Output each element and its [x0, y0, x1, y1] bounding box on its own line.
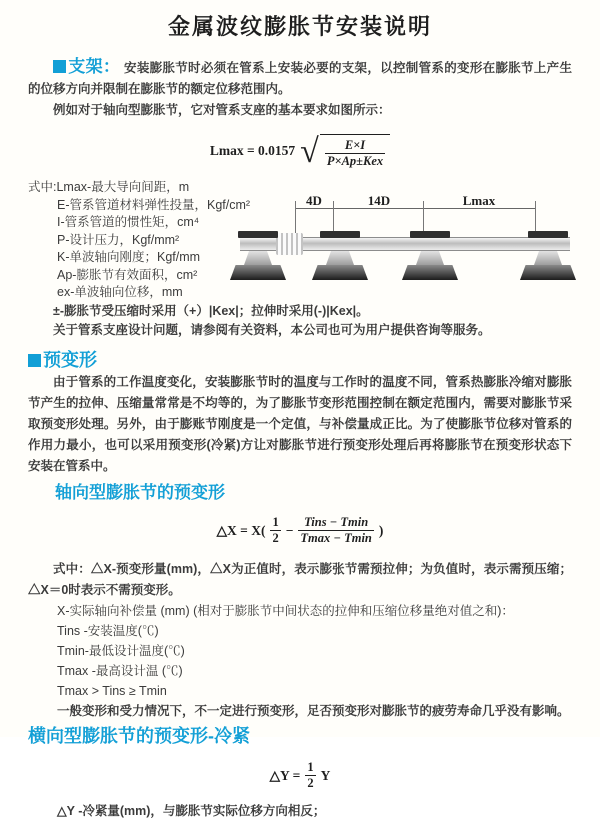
y-definition-line: △Y -冷紧量(mm)，与膨胀节实际位移方向相反； — [57, 803, 326, 818]
formula-lmax-fraction — [325, 138, 385, 169]
support-stem — [326, 251, 354, 265]
formula-lmax — [28, 129, 572, 173]
formula-dy-rhs: Y — [320, 767, 331, 783]
definition-line: K-单波轴向刚度；Kgf/mm — [57, 250, 201, 264]
dimension-label-4d: 4D — [306, 193, 322, 208]
formula-lmax-denominator: P×Ap±Kex — [326, 153, 384, 168]
support-saddle — [238, 231, 278, 238]
support-base — [230, 265, 286, 280]
radical-vinculum — [320, 134, 390, 169]
dimension-label-14d: 14D — [367, 193, 391, 208]
support-stem — [534, 251, 562, 265]
pipe-support-diagram — [238, 194, 574, 294]
support-saddle — [528, 231, 568, 238]
page-title: 金属波纹膨胀节安装说明 — [167, 14, 432, 39]
temp-denominator: Tmax − Tmin — [300, 531, 372, 545]
support-stem — [244, 251, 272, 265]
blue-square-icon — [28, 354, 41, 367]
support-example-line: 例如对于轴向型膨胀节，它对管系支座的基本要求如图所示： — [53, 103, 391, 117]
predeform-heading-label: 预变形 — [43, 349, 97, 370]
formula-lmax-lhs: Lmax = 0.0157 — [209, 143, 296, 158]
guide-support-pedestal — [520, 231, 576, 283]
definition-line: P-设计压力，Kgf/mm² — [57, 232, 180, 247]
x-definition-line: X-实际轴向补偿量 (mm) (相对于膨胀节中间状态的拉伸和压缩位移量绝对值之和)： — [57, 603, 514, 618]
guide-support-pedestal — [402, 231, 458, 283]
support-saddle — [410, 231, 450, 238]
formula-dx-lhs: △X = X( — [216, 522, 266, 538]
support-saddle — [320, 231, 360, 238]
one-half-fraction — [270, 515, 280, 546]
support-stem — [416, 251, 444, 265]
tmin-definition-line: Tmin-最低设计温度(℃) — [57, 643, 185, 658]
half-denominator: 2 — [307, 776, 314, 790]
section-support-heading: 支架： — [68, 57, 121, 76]
formula-delta-y — [28, 759, 572, 793]
support-base — [520, 265, 576, 280]
definition-line: I-管系管道的惯性矩，cm⁴ — [57, 215, 200, 229]
half-denominator: 2 — [272, 531, 279, 545]
support-intro-text: 安装膨胀节时必须在管系上安装必要的支架，以控制管系的变形在膨胀节上产生的位移方向并限制在膨胀节的额定位移范围内。 — [28, 61, 572, 96]
temperature-relation-line: Tmax > Tins ≥ Tmin — [57, 683, 167, 698]
predeform-body: 由于管系的工作温度变化，安装膨胀节时的温度与工作时的温度不同，管系热膨胀冷缩对膨胀节产生的拉伸、压缩量常常是不均等的，为了膨胀节变形范围控制在额定范围内，需要对膨胀节采取预变形处理。另外，由于膨账节刚度是一个定值，与补偿量成正比。为了使膨胀节位移对管系的作用力最小，也可以采用预变形(冷紧)方让对膨胀节进行预变形处理后再将膨胀节在预变形状态下安装在管系中。 — [28, 374, 572, 473]
closing-paren: ) — [378, 522, 384, 538]
sign-convention-note: ±-膨胀节受压缩时采用（+）|Kex|；拉伸时采用(-)|Kex|。 — [53, 303, 369, 318]
minus-sign: − — [285, 522, 294, 538]
dimension-label-lmax: Lmax — [462, 193, 496, 208]
blue-square-icon — [53, 60, 66, 73]
formula-delta-x — [28, 511, 572, 551]
guide-support-pedestal — [312, 231, 368, 283]
axial-note-line: 一般变形和受力情况下，不一定进行预变形，足否预变形对膨胀节的疲劳寿命几乎没有影响。 — [57, 703, 570, 718]
tmax-definition-line: Tmax -最高设计温 (℃) — [57, 663, 183, 678]
formula-lmax-numerator: E×I — [344, 137, 366, 152]
lateral-predeform-heading: 横向型膨胀节的预变形-冷紧 — [28, 725, 250, 746]
support-base — [312, 265, 368, 280]
dimension-tick — [295, 201, 296, 237]
service-note: 关于管系支座设计问题，请参阅有关资料，本公司也可为用户提供咨询等服务。 — [53, 322, 491, 337]
radical-sign: √ — [300, 132, 319, 170]
one-half-fraction — [305, 760, 315, 791]
temp-numerator: Tins − Tmin — [304, 515, 369, 529]
section-predeform-heading — [28, 348, 572, 372]
definition-line: Ap-膨胀节有效面积，cm² — [57, 267, 198, 282]
half-numerator: 1 — [272, 515, 279, 529]
definition-line: 式中:Lmax-最大导向间距，m — [28, 180, 190, 194]
axial-explain-paragraph: 式中：△X-预变形量(mm)，△X为正值时，表示膨张节需预拉伸；为负值时，表示需预压缩；△X＝0时表示不需预变形。 — [28, 561, 572, 597]
definition-line: E-管系管道材料弹性投量，Kgf/cm² — [57, 197, 251, 212]
tins-definition-line: Tins -安装温度(℃) — [57, 623, 159, 638]
temperature-fraction — [298, 515, 373, 546]
definition-line: ex-单波轴向位移，mm — [57, 285, 183, 299]
axial-predeform-heading: 轴向型膨胀节的预变形 — [55, 482, 225, 502]
anchor-support-pedestal — [230, 231, 286, 283]
support-intro-paragraph — [28, 56, 572, 100]
formula-dy-lhs: △Y = — [269, 767, 301, 783]
support-base — [402, 265, 458, 280]
dimension-line — [295, 208, 535, 209]
half-numerator: 1 — [307, 760, 314, 774]
